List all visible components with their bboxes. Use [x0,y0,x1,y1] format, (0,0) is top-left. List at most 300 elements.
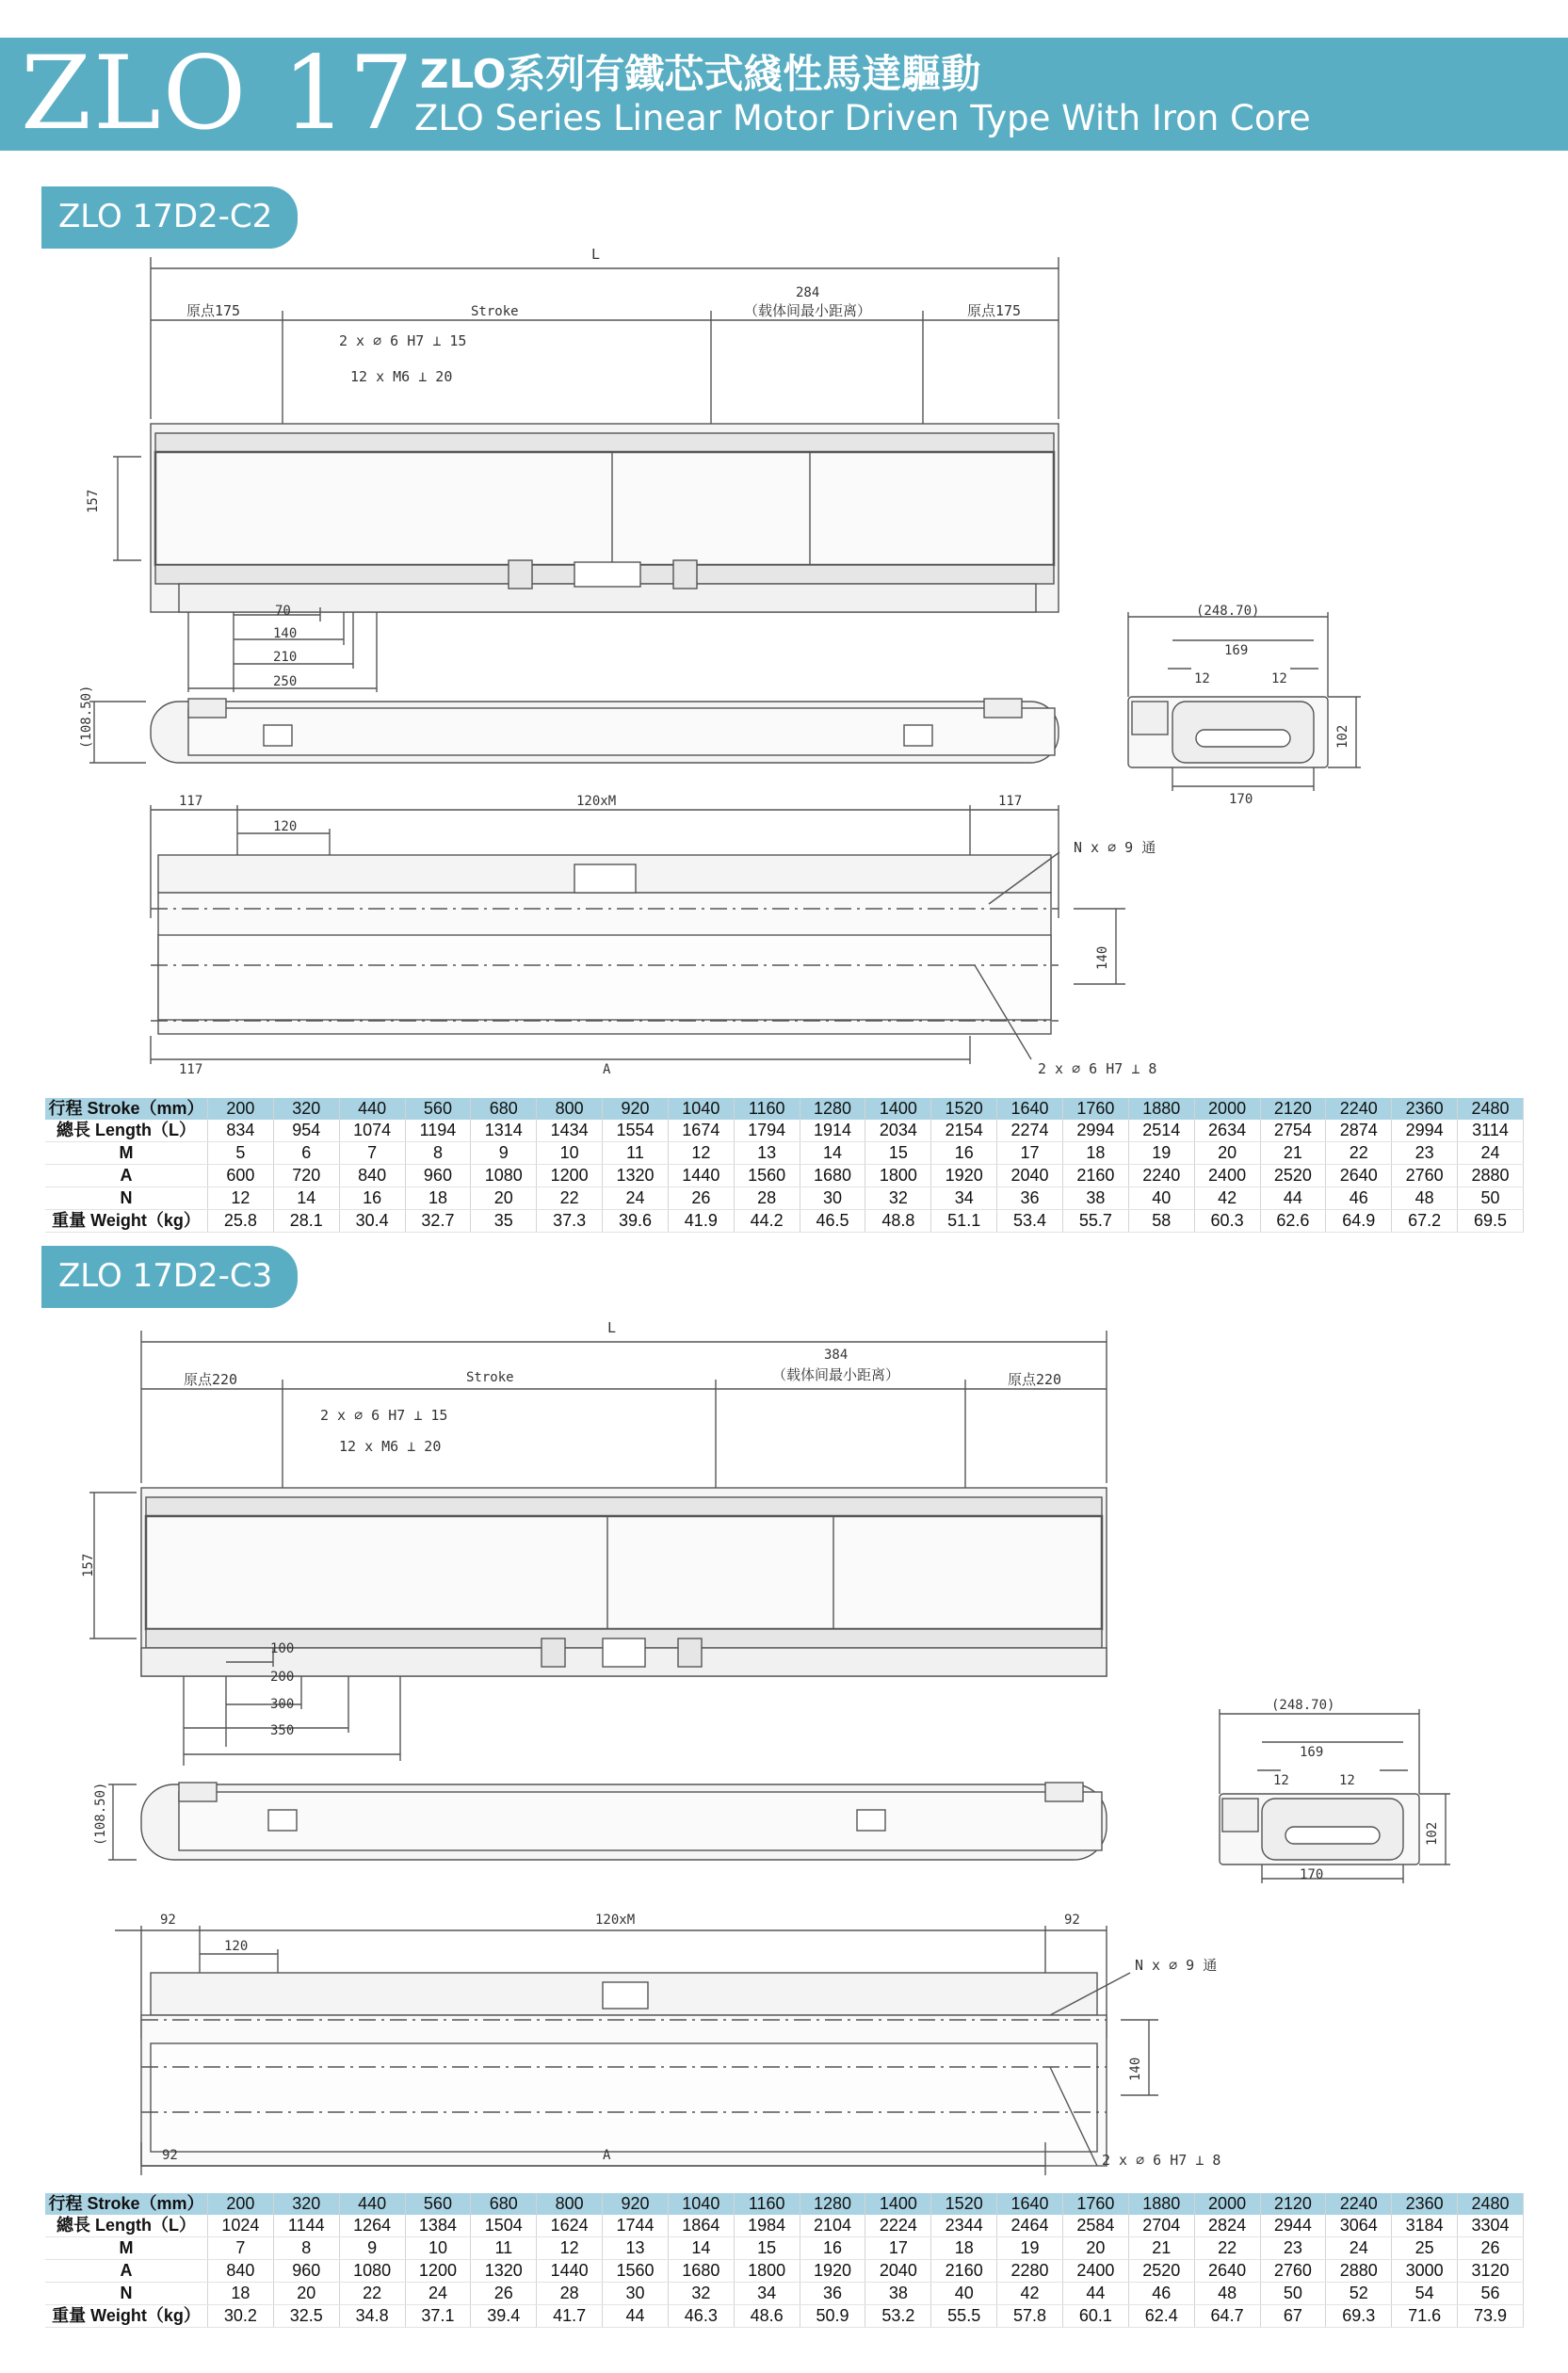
table-cell: 16 [800,2237,865,2260]
table-cell: 38 [865,2283,931,2305]
table-cell: 18 [931,2237,997,2260]
table-cell: 12 [537,2237,603,2260]
dim-A-label: A [603,1062,611,1077]
end-height-label: 102 [1425,1821,1440,1846]
row-label: A [45,1165,208,1187]
bottom-left2-label: 92 [162,2148,178,2163]
bottom-pitch-label: 120xM [595,1913,636,1928]
table-cell: 26 [668,1187,734,1210]
bottom-right-label: 92 [1064,1913,1080,1928]
row-label: M [45,2237,208,2260]
table-cell: 2040 [997,1165,1063,1187]
table-cell: 1520 [931,2193,997,2215]
table-cell: 840 [208,2260,274,2283]
dim-d1: 70 [275,604,291,619]
table-cell: 22 [1326,1142,1392,1165]
table-cell: 1314 [471,1120,537,1142]
table-cell: 35 [471,1210,537,1233]
dim-d4: 350 [270,1723,295,1738]
dim-A-label: A [603,2148,611,2163]
table-cell: 69.5 [1458,1210,1524,1233]
stroke-label: Stroke [471,304,519,319]
table-cell: 34 [931,1187,997,1210]
table-cell: 1744 [603,2215,669,2237]
table-cell: 20 [1062,2237,1128,2260]
table-cell: 6 [273,1142,339,1165]
table-cell: 2344 [931,2215,997,2237]
table-cell: 53.2 [865,2305,931,2328]
height-label: 157 [81,1553,96,1577]
table-cell: 1440 [668,1165,734,1187]
table-cell: 2274 [997,1120,1063,1142]
table-cell: 34 [734,2283,800,2305]
table-cell: 2000 [1194,1098,1260,1120]
table-cell: 2280 [997,2260,1063,2283]
table-cell: 200 [208,1098,274,1120]
table-cell: 9 [339,2237,405,2260]
table-cell: 2874 [1326,1120,1392,1142]
section-tab-c3 [41,1246,298,1308]
table-cell: 64.9 [1326,1210,1392,1233]
dim-d3: 210 [273,650,298,665]
table-cell: 7 [208,2237,274,2260]
table-cell: 440 [339,1098,405,1120]
table-cell: 1674 [668,1120,734,1142]
dim-L: L [607,1319,617,1336]
table-row [45,1142,1524,1165]
hole-thread-label: 12 x M6 ⟂ 20 [339,1438,442,1455]
table-cell: 1914 [800,1120,865,1142]
table-cell: 1640 [997,2193,1063,2215]
table-cell: 2160 [1062,1165,1128,1187]
table-cell: 26 [471,2283,537,2305]
table-cell: 14 [668,2237,734,2260]
table-cell: 55.5 [931,2305,997,2328]
table-cell: 18 [208,2283,274,2305]
table-cell: 1800 [734,2260,800,2283]
table-cell: 32.5 [273,2305,339,2328]
table-cell: 2240 [1128,1165,1194,1187]
table-cell: 2240 [1326,2193,1392,2215]
table-cell: 1554 [603,1120,669,1142]
table-cell: 1504 [471,2215,537,2237]
bottom-pin-label: 2 x ∅ 6 H7 ⟂ 8 [1102,2152,1221,2169]
table-row [45,1120,1524,1142]
table-cell: 800 [537,1098,603,1120]
table-cell: 24 [1458,1142,1524,1165]
table-cell: 840 [339,1165,405,1187]
table-cell: 2040 [865,2260,931,2283]
table-cell: 18 [405,1187,471,1210]
min-distance-value: 384 [824,1348,849,1363]
table-row [45,2260,1524,2283]
table-cell: 320 [273,2193,339,2215]
table-cell: 60.3 [1194,1210,1260,1233]
table-cell: 1144 [273,2215,339,2237]
table-cell: 32 [865,1187,931,1210]
table-cell: 57.8 [997,2305,1063,2328]
end-width-label: (248.70) [1196,604,1260,619]
table-cell: 200 [208,2193,274,2215]
model-title: ZLO 17 [21,35,416,153]
table-cell: 32 [668,2283,734,2305]
bottom-pitch-label: 120xM [576,794,617,809]
origin-right-label: 原点175 [967,302,1022,319]
table-cell: 800 [537,2193,603,2215]
table-cell: 720 [273,1165,339,1187]
table-cell: 10 [405,2237,471,2260]
row-label: 總長 Length（L） [45,2215,208,2237]
stroke-label: Stroke [466,1370,514,1385]
table-cell: 2034 [865,1120,931,1142]
table-cell: 15 [734,2237,800,2260]
table-cell: 19 [997,2237,1063,2260]
table-cell: 13 [603,2237,669,2260]
table-cell: 2994 [1392,1120,1458,1142]
table-cell: 23 [1260,2237,1326,2260]
min-distance-note: （载体间最小距离） [744,302,872,319]
table-cell: 2634 [1194,1120,1260,1142]
table-cell: 1880 [1128,2193,1194,2215]
table-cell: 2400 [1194,1165,1260,1187]
table-row [45,1165,1524,1187]
table-cell: 73.9 [1458,2305,1524,2328]
table-cell: 17 [865,2237,931,2260]
table-cell: 50.9 [800,2305,865,2328]
table-cell: 42 [1194,1187,1260,1210]
title-english: ZLO Series Linear Motor Driven Type With Iron Core [414,98,1311,138]
table-cell: 2154 [931,1120,997,1142]
row-label: 行程 Stroke（mm） [45,2193,208,2215]
table-cell: 56 [1458,2283,1524,2305]
table-cell: 48.6 [734,2305,800,2328]
bottom-height-label: 140 [1128,2057,1143,2081]
table-cell: 2480 [1458,1098,1524,1120]
table-cell: 1400 [865,1098,931,1120]
table-cell: 1040 [668,2193,734,2215]
table-cell: 10 [537,1142,603,1165]
table-cell: 920 [603,1098,669,1120]
table-row [45,1210,1524,1233]
origin-right-label: 原点220 [1008,1371,1062,1388]
table-cell: 34.8 [339,2305,405,2328]
table-cell: 834 [208,1120,274,1142]
table-cell: 44 [1062,2283,1128,2305]
table-cell: 1984 [734,2215,800,2237]
table-cell: 1194 [405,1120,471,1142]
min-distance-value: 284 [796,285,820,300]
table-cell: 26 [1458,2237,1524,2260]
end-gap-right: 12 [1339,1773,1355,1788]
table-cell: 22 [1194,2237,1260,2260]
table-row [45,2237,1524,2260]
table-cell: 8 [405,1142,471,1165]
table-cell: 36 [997,1187,1063,1210]
table-cell: 1434 [537,1120,603,1142]
dim-d2: 140 [273,626,298,641]
table-cell: 3120 [1458,2260,1524,2283]
table-cell: 1320 [471,2260,537,2283]
table-cell: 1080 [471,1165,537,1187]
table-cell: 2520 [1128,2260,1194,2283]
table-cell: 48 [1194,2283,1260,2305]
table-cell: 2224 [865,2215,931,2237]
table-cell: 1560 [603,2260,669,2283]
table-cell: 28 [537,2283,603,2305]
table-cell: 1680 [800,1165,865,1187]
table-cell: 30 [603,2283,669,2305]
table-cell: 55.7 [1062,1210,1128,1233]
table-cell: 2120 [1260,1098,1326,1120]
table-cell: 24 [1326,2237,1392,2260]
table-cell: 12 [208,1187,274,1210]
table-cell: 1794 [734,1120,800,1142]
table-cell: 2400 [1062,2260,1128,2283]
table-cell: 920 [603,2193,669,2215]
table-cell: 39.4 [471,2305,537,2328]
table-cell: 44 [603,2305,669,2328]
table-cell: 50 [1260,2283,1326,2305]
table-cell: 20 [1194,1142,1260,1165]
holes-through-label: N x ∅ 9 通 [1074,839,1156,856]
table-cell: 25.8 [208,1210,274,1233]
table-cell: 2520 [1260,1165,1326,1187]
table-cell: 48.8 [865,1210,931,1233]
table-cell: 560 [405,1098,471,1120]
table-cell: 1080 [339,2260,405,2283]
table-cell: 21 [1128,2237,1194,2260]
table-cell: 62.6 [1260,1210,1326,1233]
table-cell: 14 [273,1187,339,1210]
origin-left-label: 原点175 [186,302,241,319]
table-cell: 2880 [1458,1165,1524,1187]
side-height-label: (108.50) [79,685,94,749]
table-cell: 40 [1128,1187,1194,1210]
hole-thread-label: 12 x M6 ⟂ 20 [350,368,453,385]
row-label: M [45,1142,208,1165]
table-cell: 680 [471,1098,537,1120]
table-cell: 1680 [668,2260,734,2283]
table-cell: 24 [603,1187,669,1210]
table-cell: 44 [1260,1187,1326,1210]
end-gap-right: 12 [1271,671,1287,686]
table-cell: 67 [1260,2305,1326,2328]
table-cell: 69.3 [1326,2305,1392,2328]
table-cell: 960 [405,1165,471,1187]
table-cell: 2480 [1458,2193,1524,2215]
table-cell: 52 [1326,2283,1392,2305]
table-cell: 44.2 [734,1210,800,1233]
table-cell: 2754 [1260,1120,1326,1142]
dim-d2: 200 [270,1670,295,1685]
table-cell: 2464 [997,2215,1063,2237]
table-cell: 18 [1062,1142,1128,1165]
table-cell: 1400 [865,2193,931,2215]
end-base-label: 170 [1300,1867,1324,1882]
table-cell: 64.7 [1194,2305,1260,2328]
row-label: N [45,2283,208,2305]
table-cell: 560 [405,2193,471,2215]
table-cell: 1800 [865,1165,931,1187]
min-distance-note: （载体间最小距离） [772,1366,900,1383]
row-label: 行程 Stroke（mm） [45,1098,208,1120]
table-cell: 19 [1128,1142,1194,1165]
table-cell: 1864 [668,2215,734,2237]
table-cell: 71.6 [1392,2305,1458,2328]
table-cell: 1880 [1128,1098,1194,1120]
table-cell: 2360 [1392,1098,1458,1120]
bottom-height-label: 140 [1095,945,1110,970]
bottom-left-label: 117 [179,794,203,809]
table-cell: 1160 [734,2193,800,2215]
table-row [45,2305,1524,2328]
table-cell: 9 [471,1142,537,1165]
height-label: 157 [86,489,101,513]
table-cell: 39.6 [603,1210,669,1233]
spec-table-c2 [45,1098,1524,1233]
bottom-left2-label: 117 [179,1062,203,1077]
bottom-first-label: 120 [273,819,298,834]
table-cell: 41.7 [537,2305,603,2328]
table-cell: 2880 [1326,2260,1392,2283]
table-cell: 2640 [1326,1165,1392,1187]
dim-d1: 100 [270,1641,295,1656]
table-cell: 2120 [1260,2193,1326,2215]
row-label: N [45,1187,208,1210]
table-cell: 2944 [1260,2215,1326,2237]
table-cell: 58 [1128,1210,1194,1233]
table-cell: 38 [1062,1187,1128,1210]
table-row [45,1098,1524,1120]
table-cell: 8 [273,2237,339,2260]
table-cell: 15 [865,1142,931,1165]
table-cell: 2824 [1194,2215,1260,2237]
table-cell: 30 [800,1187,865,1210]
table-cell: 30.2 [208,2305,274,2328]
table-cell: 51.1 [931,1210,997,1233]
table-cell: 21 [1260,1142,1326,1165]
end-inner-label: 169 [1300,1745,1324,1760]
table-cell: 1320 [603,1165,669,1187]
table-cell: 1624 [537,2215,603,2237]
row-label: 總長 Length（L） [45,1120,208,1142]
dim-d3: 300 [270,1697,295,1712]
table-cell: 440 [339,2193,405,2215]
table-cell: 2584 [1062,2215,1128,2237]
row-label: A [45,2260,208,2283]
table-cell: 1520 [931,1098,997,1120]
table-cell: 50 [1458,1187,1524,1210]
section-title: ZLO 17D2-C3 [58,1257,273,1295]
bottom-first-label: 120 [224,1939,249,1954]
table-cell: 20 [471,1187,537,1210]
table-cell: 28 [734,1187,800,1210]
table-cell: 16 [931,1142,997,1165]
table-cell: 62.4 [1128,2305,1194,2328]
table-cell: 46 [1128,2283,1194,2305]
table-cell: 2160 [931,2260,997,2283]
table-cell: 36 [800,2283,865,2305]
table-cell: 2104 [800,2215,865,2237]
table-cell: 22 [339,2283,405,2305]
end-base-label: 170 [1229,792,1253,807]
table-cell: 1200 [537,1165,603,1187]
origin-left-label: 原点220 [184,1371,238,1388]
table-cell: 46 [1326,1187,1392,1210]
table-cell: 2360 [1392,2193,1458,2215]
holes-through-label: N x ∅ 9 通 [1135,1957,1218,1974]
table-cell: 600 [208,1165,274,1187]
row-label: 重量 Weight（kg） [45,2305,208,2328]
table-cell: 12 [668,1142,734,1165]
table-cell: 2760 [1392,1165,1458,1187]
table-cell: 14 [800,1142,865,1165]
table-cell: 2640 [1194,2260,1260,2283]
bottom-right-label: 117 [998,794,1023,809]
hole-pin-label: 2 x ∅ 6 H7 ⟂ 15 [339,332,467,349]
table-cell: 46.3 [668,2305,734,2328]
end-gap-left: 12 [1273,1773,1289,1788]
table-cell: 1280 [800,2193,865,2215]
table-cell: 54 [1392,2283,1458,2305]
bottom-left-label: 92 [160,1913,176,1928]
table-cell: 1560 [734,1165,800,1187]
side-height-label: (108.50) [93,1782,108,1846]
bottom-pin-label: 2 x ∅ 6 H7 ⟂ 8 [1038,1060,1157,1077]
table-cell: 11 [471,2237,537,2260]
table-cell: 3304 [1458,2215,1524,2237]
end-inner-label: 169 [1224,643,1249,658]
table-cell: 46.5 [800,1210,865,1233]
table-cell: 42 [997,2283,1063,2305]
table-cell: 7 [339,1142,405,1165]
end-height-label: 102 [1335,724,1350,749]
table-cell: 2994 [1062,1120,1128,1142]
table-cell: 16 [339,1187,405,1210]
table-row [45,2283,1524,2305]
table-cell: 60.1 [1062,2305,1128,2328]
table-cell: 1280 [800,1098,865,1120]
table-cell: 25 [1392,2237,1458,2260]
table-cell: 1440 [537,2260,603,2283]
end-gap-left: 12 [1194,671,1210,686]
table-cell: 3184 [1392,2215,1458,2237]
table-row [45,2215,1524,2237]
table-cell: 37.1 [405,2305,471,2328]
table-cell: 960 [273,2260,339,2283]
table-cell: 40 [931,2283,997,2305]
table-cell: 2760 [1260,2260,1326,2283]
table-cell: 2704 [1128,2215,1194,2237]
table-cell: 37.3 [537,1210,603,1233]
table-cell: 17 [997,1142,1063,1165]
table-cell: 32.7 [405,1210,471,1233]
table-cell: 24 [405,2283,471,2305]
header-banner [0,35,1568,153]
table-cell: 1920 [800,2260,865,2283]
table-cell: 30.4 [339,1210,405,1233]
table-cell: 2514 [1128,1120,1194,1142]
row-label: 重量 Weight（kg） [45,1210,208,1233]
dim-d4: 250 [273,674,298,689]
table-cell: 954 [273,1120,339,1142]
table-cell: 5 [208,1142,274,1165]
table-cell: 3114 [1458,1120,1524,1142]
table-cell: 48 [1392,1187,1458,1210]
table-cell: 1920 [931,1165,997,1187]
table-cell: 13 [734,1142,800,1165]
table-cell: 1264 [339,2215,405,2237]
